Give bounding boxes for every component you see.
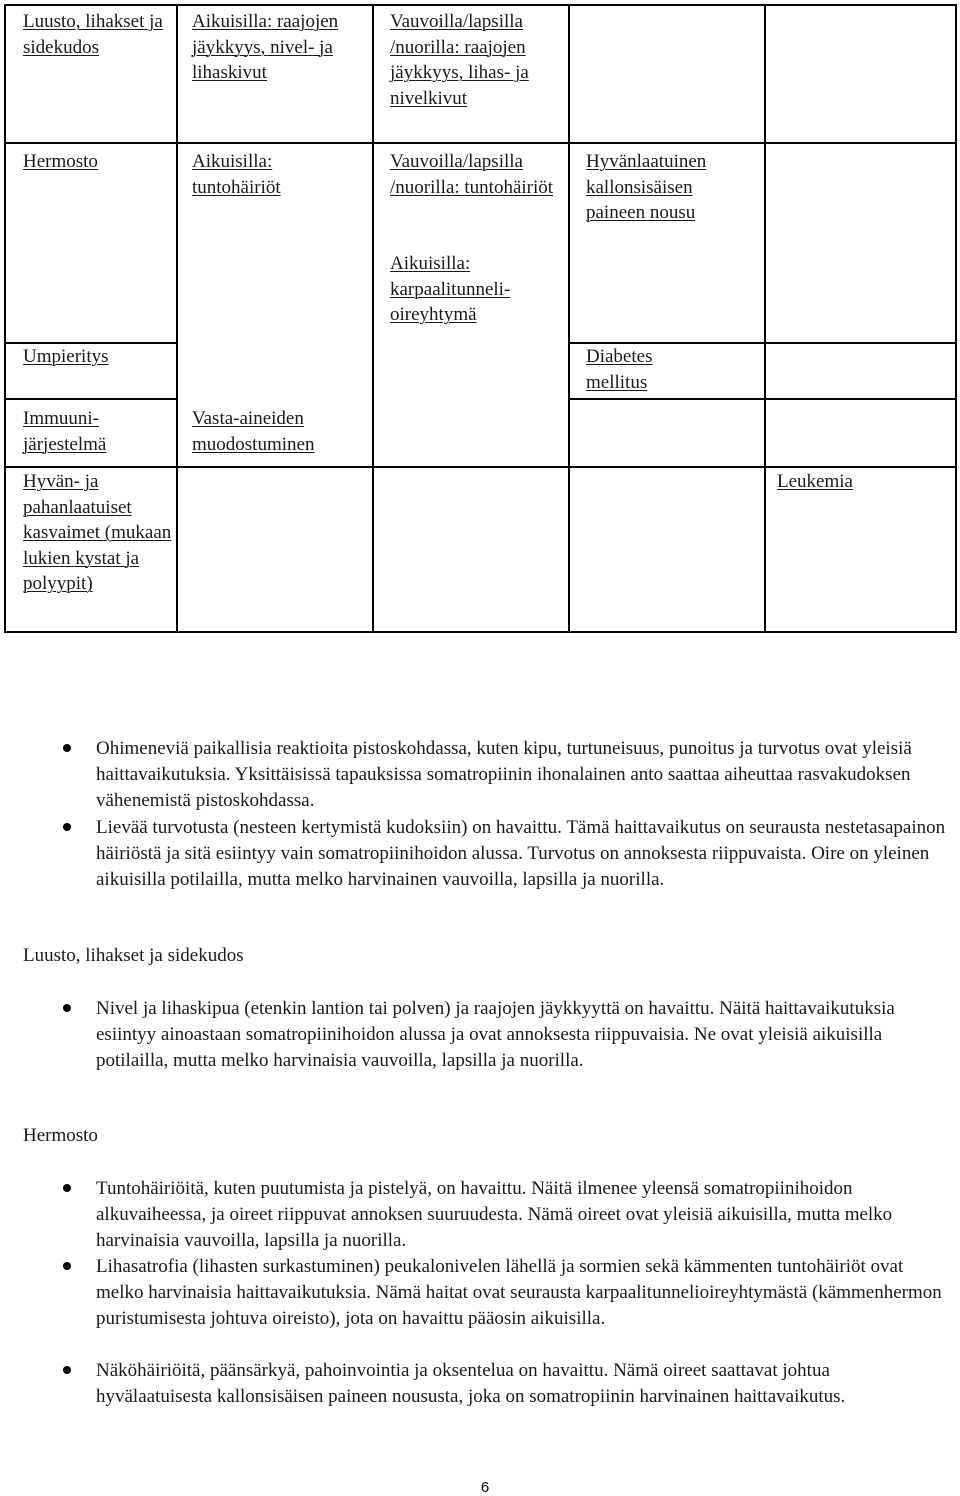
table-row-divider (6, 142, 955, 144)
table-col-divider (568, 6, 570, 631)
page-number: 6 (480, 1479, 490, 1496)
list-item (96, 1176, 946, 1254)
list-item-text: Lihasatrofia (lihasten surkastuminen) peukalonivelen lähellä ja sormien sekä kämmenten tuntohäiriöt ovat melko harvinaisia haittavaikutuksia. Nämä haitat ovat seurausta karpaalitunnelioireyhtymästä (kämmenhermon puristumisesta johtuva oireisto), jota on havaittu pääosin aikuisilla. (96, 1256, 942, 1329)
table-row-divider (568, 398, 955, 400)
bullet-icon (63, 744, 71, 752)
list-item-text: Lievää turvotusta (nesteen kertymistä kudoksiin) on havaittu. Tämä haittavaikutus on seurausta nestetasapainon häiriöstä ja sitä esiintyy vain somatropiinihoidon alussa. Turvotus on annoksesta riippuvaista. Oire on yleinen aikuisilla potilailla, mutta melko harvinainen vauvoilla, lapsilla ja nuorilla. (96, 817, 946, 890)
bullet-icon (63, 823, 71, 831)
section-heading: Hermosto (23, 1125, 98, 1146)
section-heading: Luusto, lihakset ja sidekudos (23, 945, 244, 966)
table-col-divider (176, 6, 178, 631)
bullet-icon (63, 1366, 71, 1374)
list-item-text: Nivel ja lihaskipua (etenkin lantion tai polven) ja raajojen jäykkyyttä on havaittu. Näitä haittavaikutuksia esiintyy ainoastaan somatropiinihoidon alussa ja ovat annoksesta riippuvaisia. Ne ovat yleisiä aikuisilla potilailla, mutta melko harvinaisia vauvoilla, lapsilla ja nuorilla. (96, 998, 895, 1071)
list-item-text: Näköhäiriöitä, päänsärkyä, pahoinvointia ja oksentelua on havaittu. Nämä oireet saattavat johtua hyvälaatuisesta kallonsisäisen paineen noususta, joka on somatropiinin harvinainen haittavaikutus. (96, 1360, 846, 1407)
table-row-divider (6, 398, 176, 400)
list-item (96, 736, 946, 814)
bullet-icon (63, 1262, 71, 1270)
table-col-divider (372, 6, 374, 631)
table-cell: Vasta-aineiden muodostuminen (192, 408, 315, 455)
table-cell-organ: Umpieritys (23, 346, 109, 367)
adverse-effects-table (4, 4, 957, 633)
bullet-icon (63, 1004, 71, 1012)
table-cell-organ: Luusto, lihakset ja sidekudos (23, 11, 163, 58)
list-item (96, 1254, 946, 1332)
list-item (96, 815, 946, 893)
table-cell: Hyvänlaatuinen kallonsisäisen paineen nousu (586, 151, 707, 223)
list-item (96, 996, 946, 1074)
table-cell: Vauvoilla/lapsilla /nuorilla: tuntohäiriöt (390, 151, 554, 198)
bullet-icon (63, 1184, 71, 1192)
list-item-text: Tuntohäiriöitä, kuten puutumista ja pistelyä, on havaittu. Näitä ilmenee yleensä somatropiinihoidon alkuvaiheessa, ja oireet riippuvat annoksen suuruudesta. Nämä oireet ovat yleisiä aikuisilla, mutta melko harvinaisia vauvoilla, lapsilla ja nuorilla. (96, 1178, 893, 1251)
table-cell-organ: Immuuni-järjestelmä (23, 408, 107, 455)
table-cell-organ: Hyvän- ja pahanlaatuiset kasvaimet (mukaan lukien kystat ja polyypit) (23, 471, 172, 594)
table-cell: Leukemia (777, 471, 853, 492)
table-row-divider (6, 466, 955, 468)
table-cell: Aikuisilla: karpaalitunneli-oireyhtymä (390, 253, 511, 325)
table-cell: Vauvoilla/lapsilla /nuorilla: raajojen jäykkyys, lihas- ja nivelkivut (390, 11, 529, 109)
table-cell-organ: Hermosto (23, 151, 98, 172)
table-cell: Diabetes mellitus (586, 346, 653, 393)
table-col-divider (764, 6, 766, 631)
list-item (96, 1358, 946, 1410)
table-cell: Aikuisilla: raajojen jäykkyys, nivel- ja lihaskivut (192, 11, 339, 83)
list-item-text: Ohimeneviä paikallisia reaktioita pistoskohdassa, kuten kipu, turtuneisuus, punoitus ja turvotus ovat yleisiä haittavaikutuksia. Yksittäisissä tapauksissa somatropiinin ihonalainen anto saattaa aiheuttaa rasvakudoksen vähenemistä pistoskohdassa. (96, 738, 912, 811)
table-cell: Aikuisilla: tuntohäiriöt (192, 151, 281, 198)
